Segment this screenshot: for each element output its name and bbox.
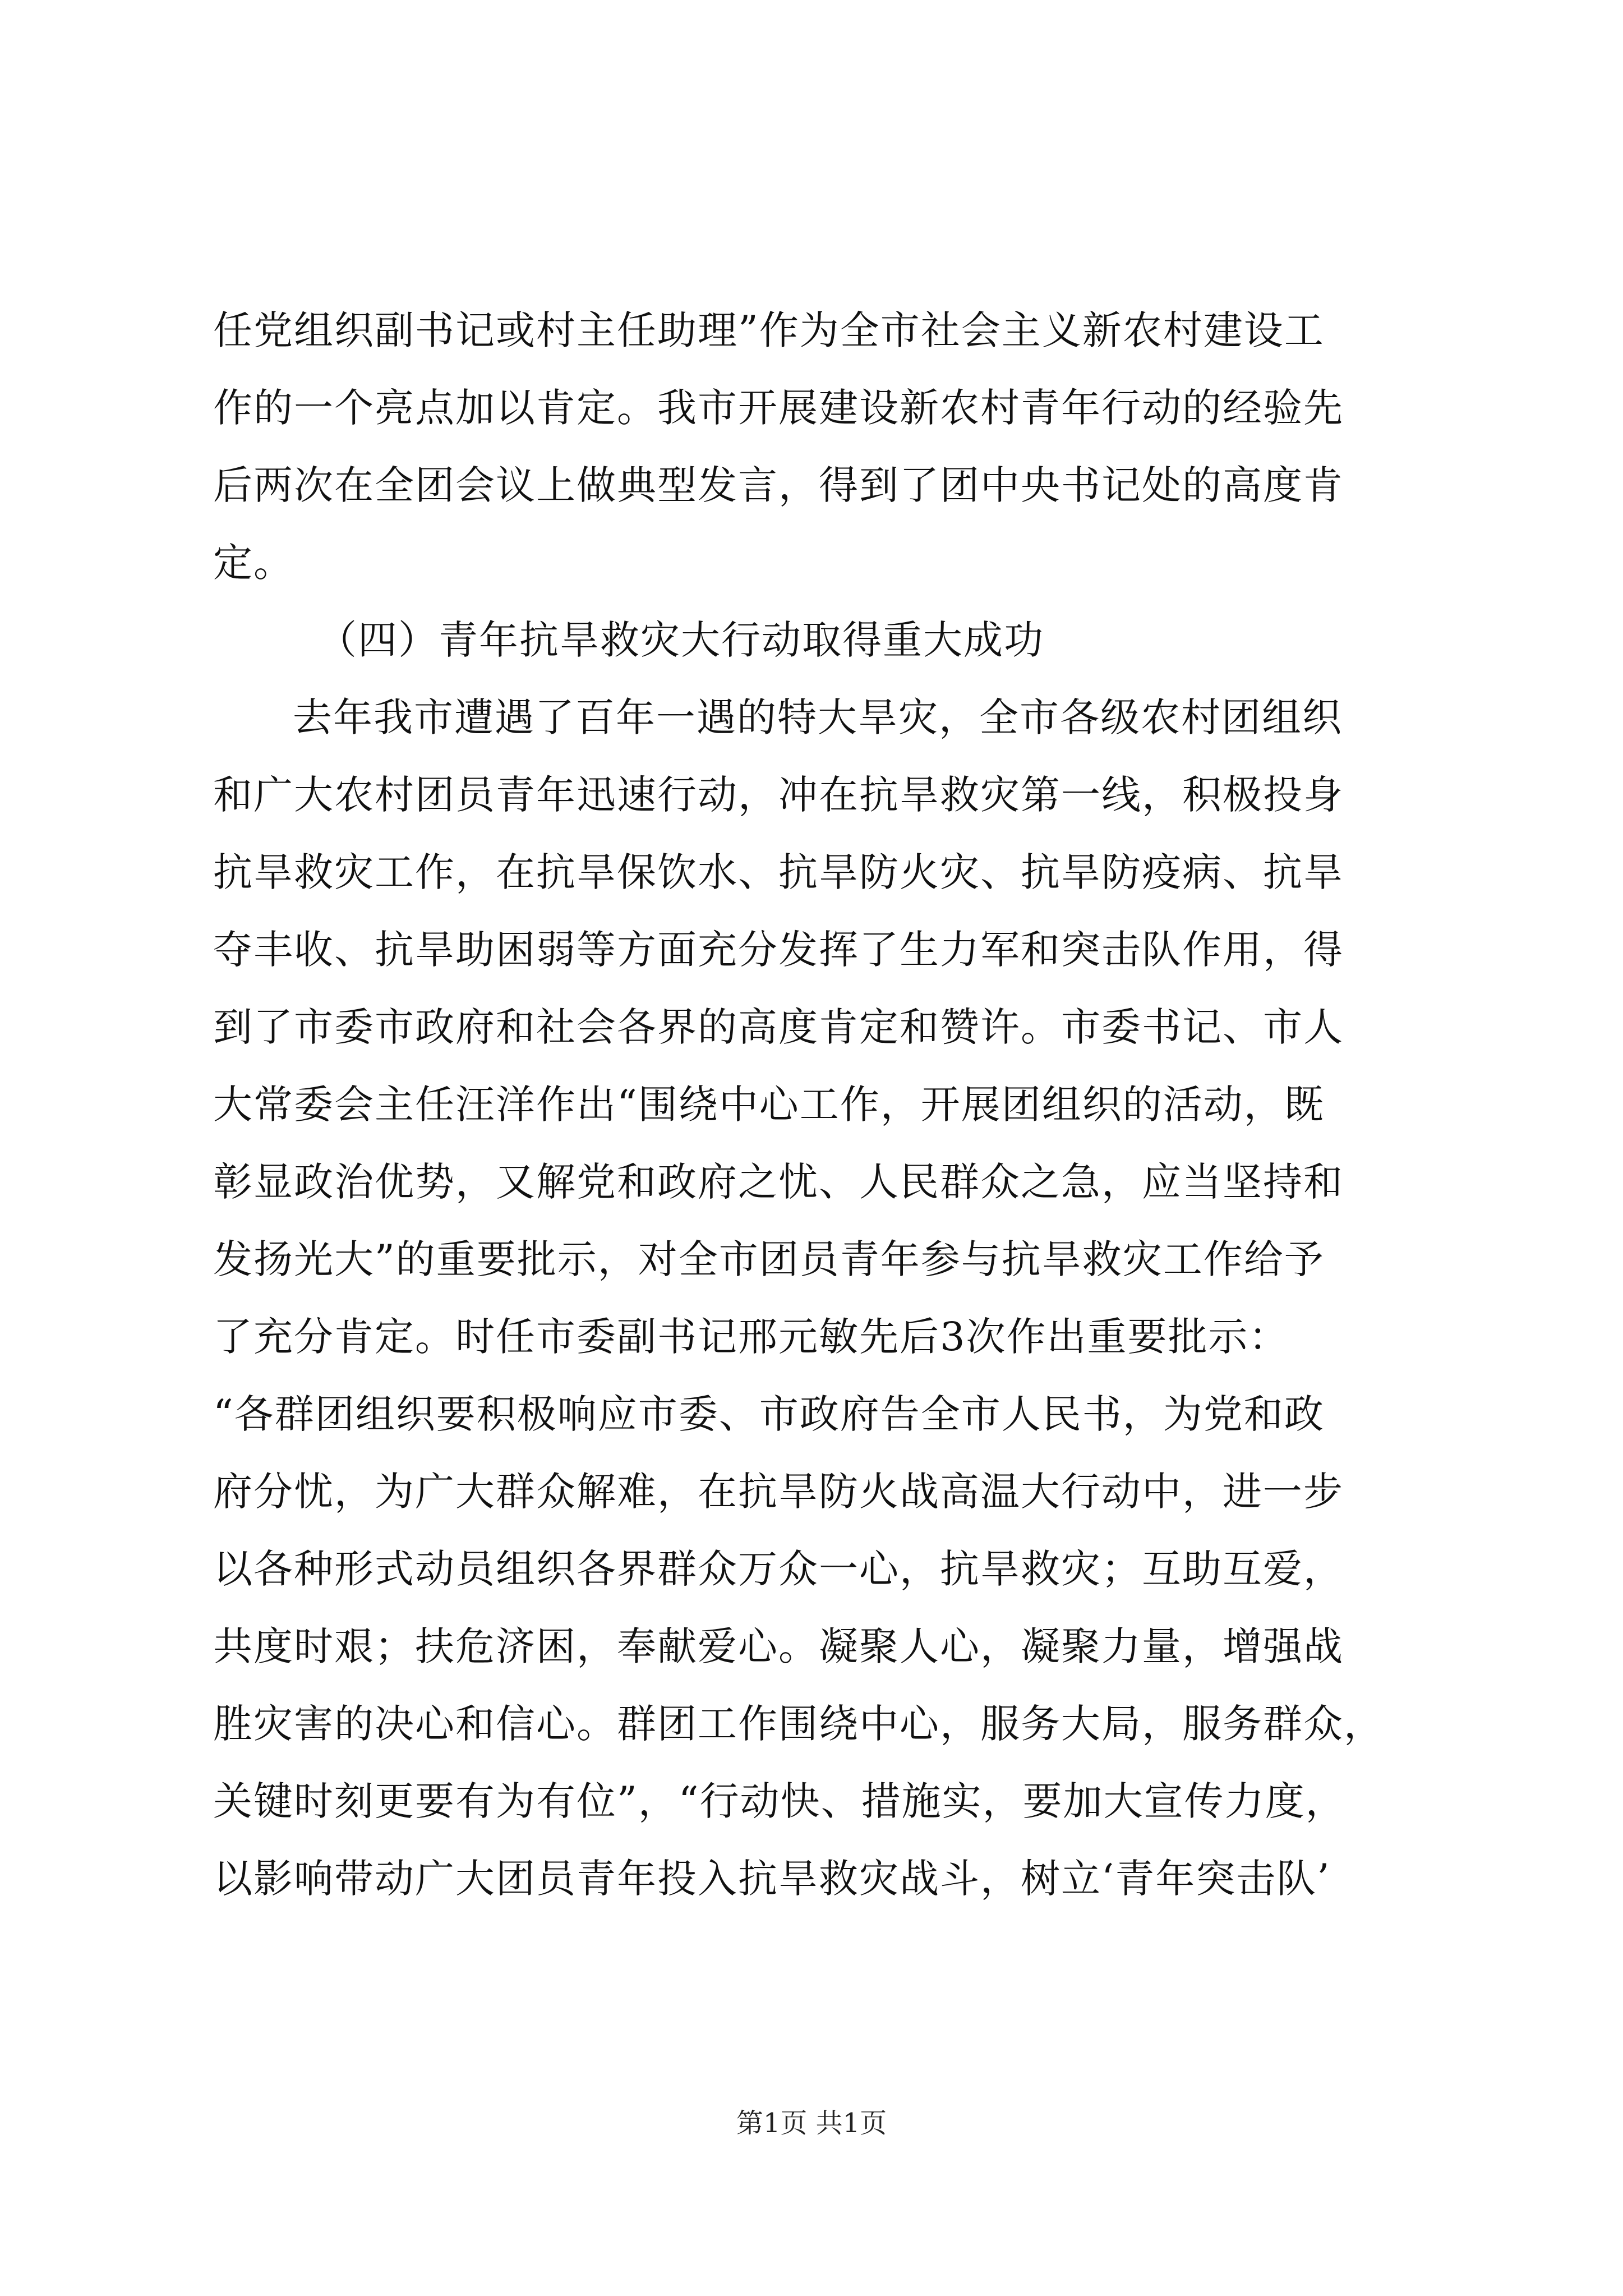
section-heading: （四）青年抗旱救灾大行动取得重大成功 [317, 617, 1044, 663]
document-body [213, 292, 1427, 1917]
paragraph-first-line: 去年我市遭遇了百年一遇的特大旱灾，全市各级农村团组织 [293, 694, 1343, 740]
text-line: 大常委会主任汪洋作出“围绕中心工作，开展团组织的活动，既 [213, 1082, 1325, 1128]
text-line: 任党组织副书记或村主任助理”作为全市社会主义新农村建设工 [213, 307, 1325, 353]
text-line: 以影响带动广大团员青年投入抗旱救灾战斗，树立‘青年突击队’ [213, 1856, 1331, 1902]
text-line: 到了市委市政府和社会各界的高度肯定和赞许。市委书记、市人 [213, 1004, 1344, 1050]
text-line: 彰显政治优势，又解党和政府之忧、人民群众之急，应当坚持和 [213, 1159, 1344, 1205]
text-line: 夺丰收、抗旱助困弱等方面充分发挥了生力军和突击队作用，得 [213, 927, 1344, 973]
text-line: 了充分肯定。时任市委副书记邢元敏先后3次作出重要批示： [213, 1314, 1289, 1360]
text-line: 共度时艰；扶危济困，奉献爱心。凝聚人心，凝聚力量，增强战 [213, 1623, 1344, 1669]
page-number-footer: 第1页 共1页 [736, 2108, 887, 2139]
text-line: 抗旱救灾工作，在抗旱保饮水、抗旱防火灾、抗旱防疫病、抗旱 [213, 849, 1344, 895]
text-line: 胜灾害的决心和信心。群团工作围绕中心，服务大局，服务群众， [213, 1701, 1384, 1747]
text-line: 府分忧，为广大群众解难，在抗旱防火战高温大行动中，进一步 [213, 1469, 1344, 1515]
text-line: 后两次在全团会议上做典型发言，得到了团中央书记处的高度肯 [213, 462, 1344, 508]
text-line: “各群团组织要积极响应市委、市政府告全市人民书，为党和政 [213, 1391, 1325, 1437]
text-line: 定。 [213, 540, 294, 586]
text-line: 和广大农村团员青年迅速行动，冲在抗旱救灾第一线，积极投身 [213, 772, 1344, 818]
text-line: 关键时刻更要有为有位”，“行动快、措施实，要加大宣传力度， [213, 1778, 1346, 1824]
text-line: 发扬光大”的重要批示，对全市团员青年参与抗旱救灾工作给予 [213, 1236, 1325, 1282]
text-line: 作的一个亮点加以肯定。我市开展建设新农村青年行动的经验先 [213, 385, 1344, 431]
text-line: 以各种形式动员组织各界群众万众一心，抗旱救灾；互助互爱， [213, 1546, 1344, 1592]
